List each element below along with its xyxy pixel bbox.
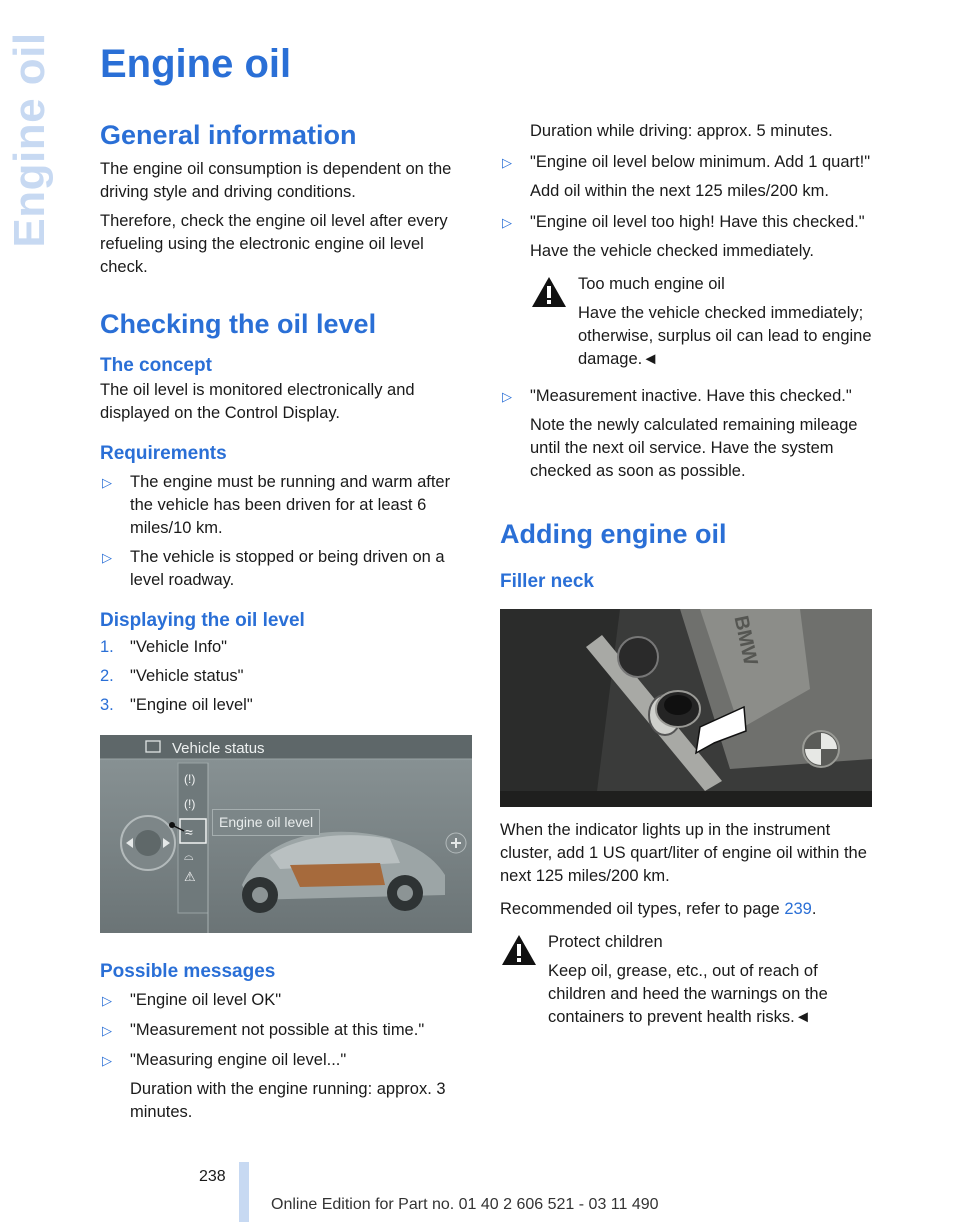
bullet-triangle-icon: ▷ [502,389,512,404]
warning-too-much-oil [500,273,872,371]
general-paragraph-1: The engine oil consumption is dependent on the driving style and driving conditions. [100,160,452,201]
warning-triangle-icon [500,933,538,967]
indicator-paragraph: When the indicator lights up in the instrument cluster, add 1 US quart/liter of engine oil within the next 125 miles/200 km. [500,821,867,885]
bullet-triangle-icon: ▷ [102,1023,112,1038]
engine-oil-level-callout: Engine oil level [212,809,320,836]
message-item: ▷ "Measuring engine oil level..." Duration with the engine running: approx. 3 minutes. [100,1049,472,1124]
checking-oil-level-heading: Checking the oil level [100,309,377,339]
warning-triangle-icon [530,275,568,309]
step-item: 3. "Engine oil level" [100,696,253,714]
message-item: ▷ "Engine oil level too high! Have this checked." Have the vehicle checked immediately. [500,211,872,263]
message-item: ▷ "Engine oil level OK" [100,989,472,1012]
footer-bar [239,1162,249,1222]
message-item: ▷ "Measurement inactive. Have this checked." Note the newly calculated remaining mileage until the next oil service. Have the system checked as soon as possible. [500,385,872,483]
step-item: 1. "Vehicle Info" [100,638,228,656]
car-icon: ⌓ [184,849,194,863]
warning-text: Keep oil, grease, etc., out of reach of children and heed the warnings on the containers to prevent health risks.◄ [548,962,828,1026]
warning-title: Too much engine oil [578,275,725,293]
right-column [500,120,872,1029]
page-number: 238 [199,1168,226,1185]
bullet-triangle-icon: ▷ [102,993,112,1008]
page-link[interactable]: 239 [784,900,812,918]
general-information-heading: General information [100,120,357,150]
message-item: ▷ "Measurement not possible at this time." [100,1019,472,1042]
oil-can-icon: ≈ [185,824,193,840]
side-tab-label: Engine oil [5,32,54,248]
control-display-image [100,735,472,933]
warning-text: Have the vehicle checked immediately; otherwise, surplus oil can lead to engine damage.◄ [578,304,872,368]
filler-neck-photo [500,609,872,807]
too-high-detail: Have the vehicle checked immediately. [530,242,814,260]
engine-cover-logo: BMW [729,613,762,668]
displaying-oil-level-heading: Displaying the oil level [100,610,305,631]
bullet-triangle-icon: ▷ [502,215,512,230]
requirements-heading: Requirements [100,443,227,464]
bullet-triangle-icon: ▷ [102,1053,112,1068]
warning-title: Protect children [548,933,663,951]
edition-footer: Online Edition for Part no. 01 40 2 606 521 - 03 11 490 [271,1196,659,1213]
left-column [100,118,472,1124]
adding-engine-oil-heading: Adding engine oil [500,519,727,549]
filler-neck-heading: Filler neck [500,571,594,592]
inactive-detail: Note the newly calculated remaining mileage until the next oil service. Have the system checked as soon as possible. [530,416,858,480]
bullet-triangle-icon: ▷ [102,550,112,565]
measuring-driving-detail: Duration while driving: approx. 5 minutes. [530,122,833,140]
message-item: ▷ "Engine oil level below minimum. Add 1 quart!" Add oil within the next 125 miles/200 km. [500,151,872,203]
concept-paragraph: The oil level is monitored electronically and displayed on the Control Display. [100,381,415,422]
tire-pressure-reset-icon: (!) [184,797,196,811]
requirement-item: ▷ The engine must be running and warm after the vehicle has been driven for at least 6 miles/10 km. [102,473,451,537]
measuring-engine-running-detail: Duration with the engine running: approx. 3 minutes. [130,1080,446,1121]
warning-protect-children [500,931,872,1029]
tire-pressure-icon: (!) [184,772,196,786]
page-title: Engine oil [100,42,292,86]
side-tab [0,32,60,248]
below-minimum-detail: Add oil within the next 125 miles/200 km. [530,182,829,200]
screen-header: Vehicle status [172,740,265,757]
concept-heading: The concept [100,355,212,376]
recommended-oil-paragraph: Recommended oil types, refer to page 239. [500,900,817,918]
requirement-item: ▷ The vehicle is stopped or being driven on a level roadway. [102,548,445,589]
possible-messages-heading: Possible messages [100,961,276,982]
general-paragraph-2: Therefore, check the engine oil level after every refueling using the electronic engine oil level check. [100,212,448,276]
warning-icon: ⚠ [184,869,196,884]
step-item: 2. "Vehicle status" [100,667,244,685]
bullet-triangle-icon: ▷ [102,475,112,490]
bullet-triangle-icon: ▷ [502,155,512,170]
